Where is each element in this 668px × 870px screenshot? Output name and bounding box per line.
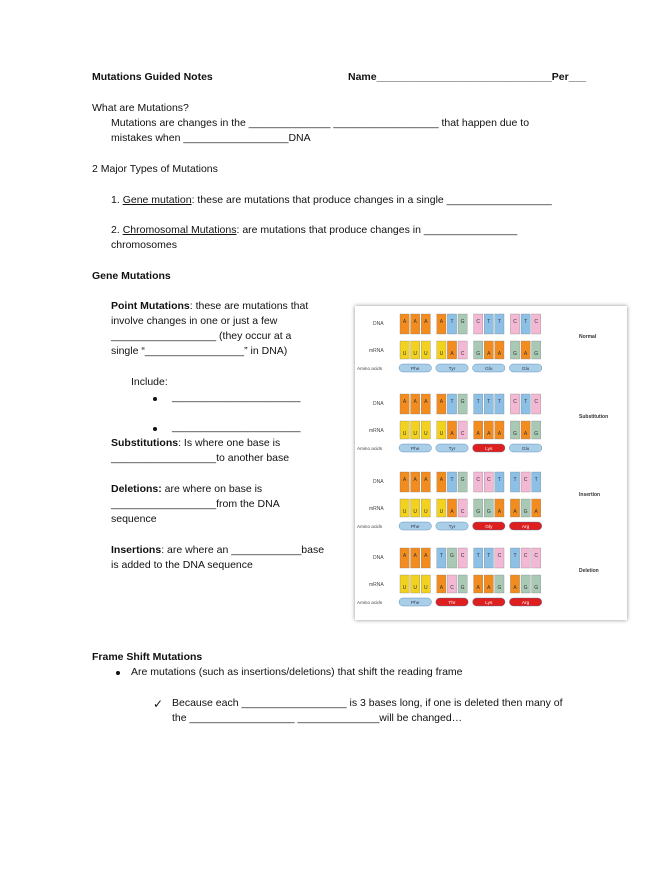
deletions-line-2: __________________from the DNA bbox=[111, 498, 280, 510]
mrna-base-letter: A bbox=[513, 509, 517, 515]
mrna-base-letter: G bbox=[476, 351, 481, 357]
mrna-base-letter: U bbox=[413, 585, 418, 591]
dna-base-letter: A bbox=[402, 399, 407, 405]
mrna-base-letter: G bbox=[534, 431, 539, 437]
dna-base-letter: A bbox=[439, 477, 444, 483]
mrna-base-letter: A bbox=[487, 585, 491, 591]
point-mutations-term: Point Mutations bbox=[111, 300, 190, 312]
frame-shift-check-line-2: the __________________ ______________will be changed… bbox=[172, 712, 463, 724]
insertions-line-2: is added to the DNA sequence bbox=[111, 559, 253, 571]
mrna-base-letter: C bbox=[460, 509, 465, 515]
dna-base-letter: A bbox=[413, 399, 417, 405]
insertions-term: Insertions bbox=[111, 544, 162, 556]
mrna-base-letter: U bbox=[402, 351, 407, 357]
dna-base-letter: A bbox=[413, 319, 417, 325]
item-2-number: 2. bbox=[111, 224, 120, 236]
point-mutations-line-1 bbox=[111, 300, 308, 312]
intro-line-1: Mutations are changes in the ______________ __________________ that happen due to bbox=[111, 117, 530, 129]
dna-base-letter: A bbox=[424, 319, 428, 325]
mrna-base-letter: G bbox=[486, 509, 491, 515]
mrna-base-letter: U bbox=[423, 351, 428, 357]
checkmark-icon: ✓ bbox=[153, 697, 164, 711]
mrna-base-letter: A bbox=[523, 351, 528, 357]
dna-base-letter: T bbox=[476, 399, 480, 405]
dna-base-letter: T bbox=[450, 477, 454, 483]
mrna-base-letter: G bbox=[460, 585, 465, 591]
bullet-dot bbox=[153, 397, 157, 401]
dna-base-letter: A bbox=[424, 553, 428, 559]
amino-acid-label: Arg bbox=[521, 525, 530, 530]
dna-base-letter: T bbox=[487, 399, 491, 405]
mrna-base-letter: A bbox=[497, 351, 502, 357]
dna-base-letter: G bbox=[460, 319, 465, 325]
dna-base-letter: T bbox=[497, 319, 501, 325]
dna-base-letter: T bbox=[534, 477, 538, 483]
gene-mutation-text: : these are mutations that produce changes in a single __________________ bbox=[191, 194, 552, 206]
mrna-base-letter: A bbox=[497, 509, 502, 515]
gene-mutation-term: Gene mutation bbox=[122, 194, 192, 206]
dna-base-letter: G bbox=[460, 477, 465, 483]
amino-acid-label: Thr bbox=[448, 601, 456, 606]
point-mutations-text: : these are mutations that bbox=[189, 300, 309, 312]
substitutions-line-1 bbox=[111, 437, 280, 449]
chromosomal-mutation-term: Chromosomal Mutations bbox=[122, 224, 237, 236]
amino-acid-label: Phe bbox=[410, 601, 420, 606]
dna-base-letter: A bbox=[413, 553, 417, 559]
dna-base-letter: T bbox=[524, 319, 528, 325]
include-label: Include: bbox=[131, 376, 168, 388]
panel-label: Substitution bbox=[579, 414, 609, 420]
point-mutations-line-3: __________________ (they occur at a bbox=[111, 330, 292, 342]
dna-row-label: DNA bbox=[373, 555, 384, 561]
point-mutations-line-4: single “_________________” in DNA) bbox=[111, 345, 288, 357]
bullet-dot bbox=[116, 671, 120, 675]
dna-row-label: DNA bbox=[373, 401, 384, 407]
chromosomal-mutation-item bbox=[111, 224, 517, 236]
amino-acid-label: Lys bbox=[485, 447, 493, 452]
dna-base-letter: C bbox=[523, 553, 528, 559]
mrna-base-letter: U bbox=[402, 585, 407, 591]
mrna-base-letter: G bbox=[497, 585, 502, 591]
deletions-line-3: sequence bbox=[111, 513, 157, 525]
dna-row-label: DNA bbox=[373, 321, 384, 327]
page-title: Mutations Guided Notes bbox=[92, 71, 213, 83]
mrna-base-letter: U bbox=[402, 431, 407, 437]
deletions-line-1 bbox=[111, 483, 262, 495]
dna-base-letter: C bbox=[476, 477, 481, 483]
chromosomal-mutation-line-2: chromosomes bbox=[111, 239, 177, 251]
dna-base-letter: A bbox=[402, 553, 407, 559]
dna-base-letter: C bbox=[534, 319, 539, 325]
mrna-base-letter: U bbox=[423, 585, 428, 591]
amino-acid-label: Glu bbox=[521, 447, 530, 452]
mrna-base-letter: G bbox=[523, 509, 528, 515]
mrna-row-label: mRNA bbox=[369, 582, 384, 588]
mrna-base-letter: G bbox=[534, 351, 539, 357]
mrna-base-letter: G bbox=[534, 585, 539, 591]
mrna-base-letter: A bbox=[513, 585, 517, 591]
panel-label: Normal bbox=[579, 334, 597, 340]
mrna-base-letter: A bbox=[450, 351, 454, 357]
dna-base-letter: A bbox=[439, 319, 444, 325]
substitutions-text: : Is where one base is bbox=[178, 437, 281, 449]
frame-shift-bullet: Are mutations (such as insertions/deletions) that shift the reading frame bbox=[131, 666, 463, 678]
name-field bbox=[348, 71, 586, 83]
amino-acid-label: Tyr bbox=[448, 447, 456, 452]
dna-base-letter: T bbox=[497, 399, 501, 405]
include-blank-1: ______________________ bbox=[172, 391, 301, 403]
mrna-base-letter: U bbox=[402, 509, 407, 515]
dna-base-letter: A bbox=[402, 319, 407, 325]
mrna-base-letter: A bbox=[487, 351, 491, 357]
mrna-base-letter: U bbox=[413, 431, 418, 437]
dna-base-letter: G bbox=[450, 553, 454, 559]
mrna-base-letter: C bbox=[460, 351, 465, 357]
amino-acid-label: Tyr bbox=[448, 367, 456, 372]
mrna-base-letter: G bbox=[523, 585, 528, 591]
dna-base-letter: C bbox=[497, 553, 502, 559]
mrna-base-letter: A bbox=[450, 509, 454, 515]
frame-shift-heading: Frame Shift Mutations bbox=[92, 651, 203, 663]
dna-base-letter: T bbox=[487, 319, 491, 325]
name-label: Name______________________________ bbox=[348, 71, 552, 83]
mrna-base-letter: A bbox=[534, 509, 538, 515]
substitutions-term: Substitutions bbox=[111, 437, 179, 449]
mrna-base-letter: U bbox=[413, 351, 418, 357]
mrna-base-letter: A bbox=[476, 431, 480, 437]
dna-base-letter: C bbox=[534, 553, 539, 559]
dna-base-letter: T bbox=[476, 553, 480, 559]
bullet-dot bbox=[153, 427, 157, 431]
gene-mutation-item bbox=[111, 194, 552, 206]
deletions-term: Deletions: bbox=[111, 483, 162, 495]
mrna-base-letter: U bbox=[413, 509, 418, 515]
dna-base-letter: T bbox=[513, 477, 517, 483]
mrna-base-letter: U bbox=[439, 431, 444, 437]
amino-acids-row-label: Amino acids bbox=[357, 524, 383, 529]
include-blank-2: ______________________ bbox=[172, 421, 301, 433]
dna-base-letter: C bbox=[486, 477, 491, 483]
intro-heading: What are Mutations? bbox=[92, 102, 189, 114]
deletions-text: are where on base is bbox=[161, 483, 263, 495]
chromosomal-mutation-text: : are mutations that produce changes in ________________ bbox=[236, 224, 518, 236]
intro-line-2: mistakes when __________________DNA bbox=[111, 132, 311, 144]
dna-base-letter: C bbox=[460, 553, 465, 559]
mrna-base-letter: A bbox=[523, 431, 528, 437]
mrna-row-label: mRNA bbox=[369, 428, 384, 434]
mrna-base-letter: U bbox=[439, 351, 444, 357]
dna-base-letter: T bbox=[524, 399, 528, 405]
dna-base-letter: T bbox=[487, 553, 491, 559]
amino-acid-label: Glu bbox=[485, 367, 493, 372]
insertions-line-1 bbox=[111, 544, 324, 556]
dna-base-letter: A bbox=[413, 477, 417, 483]
dna-base-letter: T bbox=[450, 319, 454, 325]
panel-label: Insertion bbox=[579, 492, 601, 498]
amino-acids-row-label: Amino acids bbox=[357, 446, 383, 451]
dna-base-letter: C bbox=[534, 399, 539, 405]
mrna-base-letter: A bbox=[497, 431, 502, 437]
amino-acids-row-label: Amino acids bbox=[357, 600, 383, 605]
amino-acid-label: Glu bbox=[521, 367, 530, 372]
mrna-base-letter: U bbox=[423, 431, 428, 437]
amino-acid-label: Phe bbox=[410, 447, 420, 452]
panel-label: Deletion bbox=[579, 568, 599, 574]
amino-acid-label: Arg bbox=[521, 601, 530, 606]
dna-base-letter: C bbox=[513, 399, 517, 405]
mrna-base-letter: C bbox=[460, 431, 465, 437]
dna-base-letter: C bbox=[513, 319, 517, 325]
dna-base-letter: T bbox=[439, 553, 443, 559]
mrna-base-letter: A bbox=[476, 585, 480, 591]
mrna-base-letter: C bbox=[450, 585, 454, 591]
gene-mutations-heading: Gene Mutations bbox=[92, 270, 171, 282]
dna-base-letter: A bbox=[439, 399, 444, 405]
major-types-heading: 2 Major Types of Mutations bbox=[92, 163, 218, 175]
dna-base-letter: A bbox=[424, 399, 428, 405]
mrna-row-label: mRNA bbox=[369, 348, 384, 354]
mrna-base-letter: U bbox=[423, 509, 428, 515]
dna-base-letter: T bbox=[513, 553, 517, 559]
dna-row-label: DNA bbox=[373, 479, 384, 485]
mrna-base-letter: A bbox=[439, 585, 444, 591]
amino-acid-label: Tyr bbox=[448, 525, 456, 530]
mrna-base-letter: A bbox=[450, 431, 454, 437]
frame-shift-check-line-1: Because each __________________ is 3 bases long, if one is deleted then many of bbox=[172, 697, 563, 709]
dna-base-letter: C bbox=[523, 477, 528, 483]
amino-acid-label: Lys bbox=[485, 601, 493, 606]
amino-acid-label: Phe bbox=[410, 367, 420, 372]
mrna-base-letter: A bbox=[487, 431, 491, 437]
point-mutations-line-2: involve changes in one or just a few bbox=[111, 315, 278, 327]
mrna-row-label: mRNA bbox=[369, 506, 384, 512]
mrna-base-letter: U bbox=[439, 509, 444, 515]
amino-acid-label: Gly bbox=[485, 525, 493, 530]
dna-base-letter: T bbox=[450, 399, 454, 405]
mrna-base-letter: G bbox=[513, 431, 517, 437]
item-1-number: 1. bbox=[111, 194, 120, 206]
amino-acids-row-label: Amino acids bbox=[357, 366, 383, 371]
mrna-base-letter: G bbox=[513, 351, 517, 357]
period-label: Per___ bbox=[551, 71, 587, 83]
substitutions-line-2: __________________to another base bbox=[111, 452, 290, 464]
insertions-text: : are where an ____________base bbox=[161, 544, 325, 556]
dna-base-letter: T bbox=[497, 477, 501, 483]
amino-acid-label: Phe bbox=[410, 525, 420, 530]
dna-base-letter: G bbox=[460, 399, 465, 405]
mutation-figure bbox=[355, 306, 627, 620]
dna-base-letter: A bbox=[424, 477, 428, 483]
dna-base-letter: A bbox=[402, 477, 407, 483]
mutation-diagram bbox=[355, 306, 627, 620]
mrna-base-letter: G bbox=[476, 509, 481, 515]
dna-base-letter: C bbox=[476, 319, 481, 325]
